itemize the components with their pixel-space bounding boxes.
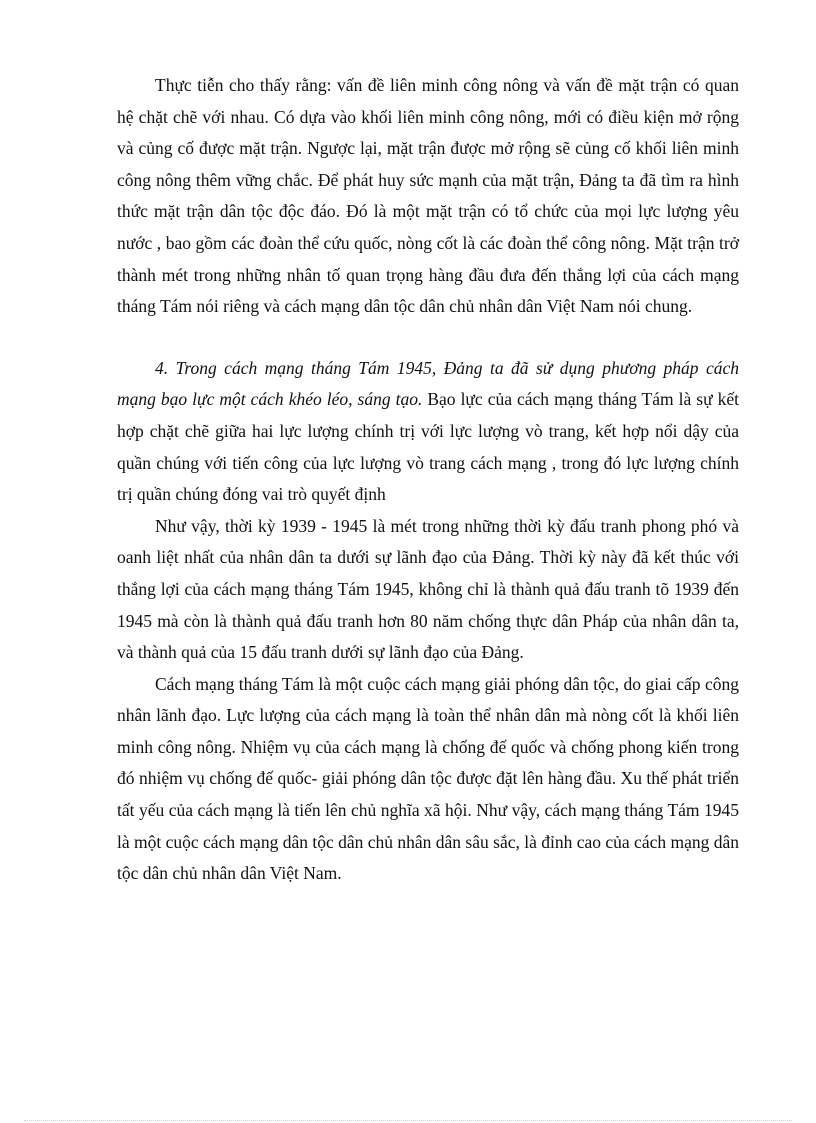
paragraph-revolutionary-violence (117, 353, 739, 511)
paragraph-period-1939-1945: Như vậy, thời kỳ 1939 - 1945 là mét trong những thời kỳ đấu tranh phong phó và oanh liệt nhất của nhân dân ta dưới sự lãnh đạo của Đảng. Thời kỳ này đã kết thúc với thắng lợi của cách mạng tháng Tám 1945, không chỉ là thành quả đấu tranh tõ 1939 đến 1945 mà còn là thành quả đấu tranh hơn 80 năm chống thực dân Pháp của nhân dân ta, và thành quả của 15 đấu tranh dưới sự lãnh đạo của Đảng. (117, 515, 739, 663)
page-bottom-divider (24, 1120, 792, 1121)
paragraph-body-text: Bạo lực của cách mạng tháng Tám là sự kết hợp chặt chẽ giữa hai lực lượng chính trị với lực lượng vò trang, kết hợp nổi dậy của quần chúng với tiến công của lực lượng vò trang cách mạng , trong đó lực lượng chính trị quần chúng đóng vai trò quyết định (117, 389, 739, 505)
paragraph-heading-italic: 4. Trong cách mạng tháng Tám 1945, Đảng ta đã sử dụng phương pháp cách mạng bạo lực một cách khéo léo, sáng tạo. (117, 357, 739, 410)
paragraph-national-liberation: Cách mạng tháng Tám là một cuộc cách mạng giải phóng dân tộc, do giai cấp công nhân lãnh đạo. Lực lượng của cách mạng là toàn thể nhân dân mà nòng cốt là khối liên minh công nông. Nhiệm vụ của cách mạng là chống đế quốc và chống phong kiến trong đó nhiệm vụ chống đế quốc- giải phóng dân tộc được đặt lên hàng đầu. Xu thế phát triển tất yếu của cách mạng là tiến lên chủ nghĩa xã hội. Như vậy, cách mạng tháng Tám 1945 là một cuộc cách mạng dân tộc dân chủ nhân dân sâu sắc, là đỉnh cao của cách mạng dân tộc dân chủ nhân dân Việt Nam. (117, 673, 739, 884)
document-body (117, 70, 739, 890)
paragraph-united-front: Thực tiễn cho thấy rằng: vấn đề liên minh công nông và vấn đề mặt trận có quan hệ chặt chẽ với nhau. Có dựa vào khối liên minh công nông, mới có điều kiện mở rộng và củng cố được mặt trận. Ngược lại, mặt trận được mở rộng sẽ củng cố khối liên minh công nông thêm vững chắc. Để phát huy sức mạnh của mặt trận, Đảng ta đã tìm ra hình thức mặt trận dân tộc độc đáo. Đó là một mặt trận có tổ chức của mọi lực lượng yêu nước , bao gồm các đoàn thể cứu quốc, nòng cốt là các đoàn thể công nông. Mặt trận trở thành mét trong những nhân tố quan trọng hàng đầu đưa đến thắng lợi của cách mạng tháng Tám nói riêng và cách mạng dân tộc dân chủ nhân dân Việt Nam nói chung. (117, 75, 739, 317)
